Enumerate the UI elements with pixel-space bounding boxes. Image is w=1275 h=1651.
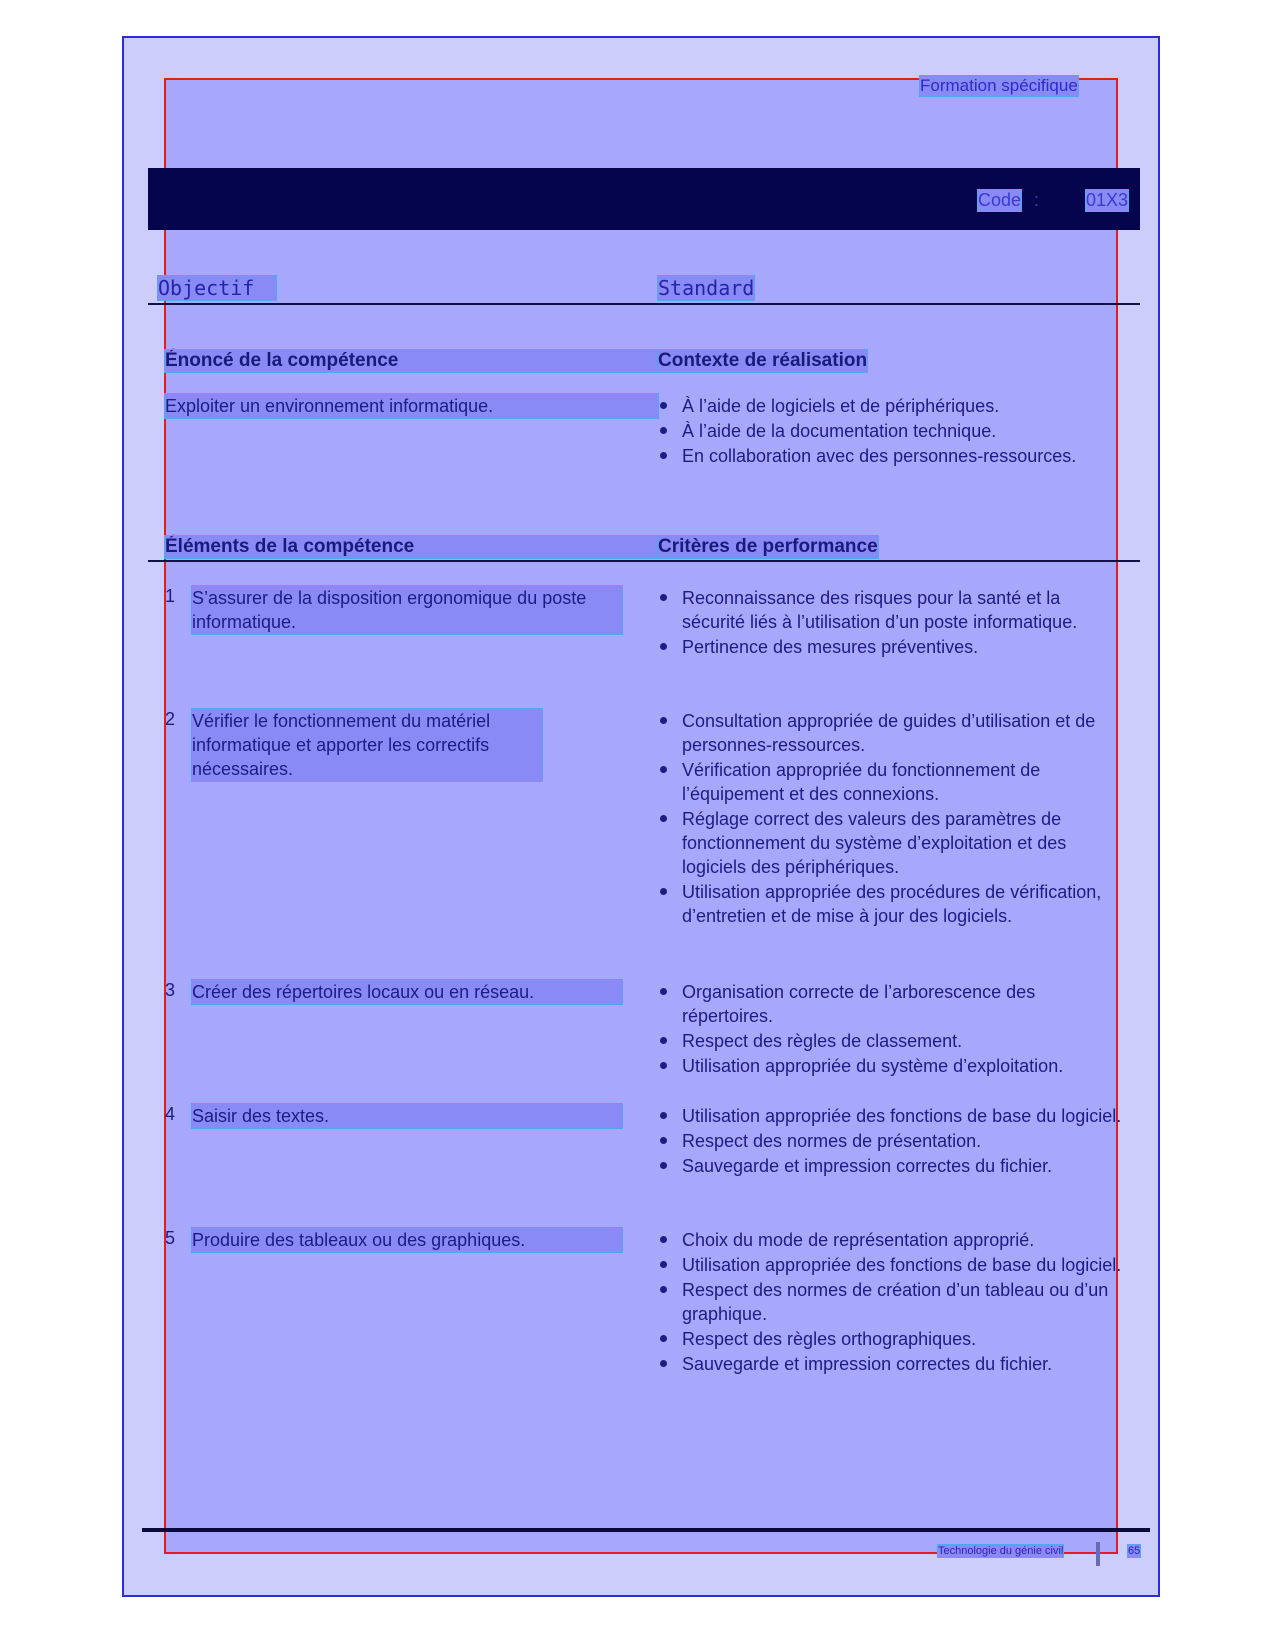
competence-statement: Exploiter un environnement informatique. — [165, 394, 658, 418]
bullet-icon — [660, 1335, 667, 1342]
criteria-item: Utilisation appropriée des fonctions de base du logiciel. — [658, 1104, 1128, 1128]
bullet-icon — [660, 717, 667, 724]
context-item: En collaboration avec des personnes-ressources. — [658, 444, 1128, 468]
criteria-list — [658, 586, 1128, 660]
element-text: Créer des répertoires locaux ou en réseau. — [192, 980, 622, 1004]
bullet-icon — [660, 1137, 667, 1144]
element-text: Produire des tableaux ou des graphiques. — [192, 1228, 622, 1252]
criteria-item: Réglage correct des valeurs des paramètres de fonctionnement du système d’exploitation et des logiciels des périphériques. — [658, 807, 1128, 879]
element-number: 4 — [165, 1104, 176, 1124]
context-title: Contexte de réalisation — [658, 350, 868, 371]
criteria-list — [658, 1228, 1128, 1377]
criteria-item: Vérification appropriée du fonctionnement de l’équipement et des connexions. — [658, 758, 1128, 806]
criteria-list — [658, 709, 1128, 929]
footer-program: Technologie du génie civil — [938, 1545, 1064, 1557]
column-heading-standard: Standard — [658, 276, 755, 300]
footer-rule — [142, 1528, 1150, 1532]
bullet-icon — [660, 815, 667, 822]
bullet-icon — [660, 1162, 667, 1169]
code-value: 01X3 — [1086, 190, 1129, 210]
context-item: À l’aide de la documentation technique. — [658, 419, 1128, 443]
statement-title: Énoncé de la compétence — [165, 350, 658, 372]
criteria-item: Consultation appropriée de guides d’utilisation et de personnes-ressources. — [658, 709, 1128, 757]
bullet-icon — [660, 888, 667, 895]
criteria-list — [658, 1104, 1128, 1179]
criteria-item: Sauvegarde et impression correctes du fichier. — [658, 1154, 1128, 1178]
footer-separator — [1096, 1542, 1100, 1566]
bullet-icon — [660, 452, 667, 459]
criteria-item: Sauvegarde et impression correctes du fichier. — [658, 1352, 1128, 1376]
bullet-icon — [660, 402, 667, 409]
element-text: Vérifier le fonctionnement du matériel informatique et apporter les correctifs nécessaires. — [192, 709, 542, 781]
elements-title: Éléments de la compétence — [165, 536, 658, 558]
heading-rule — [148, 303, 1140, 305]
criteria-item: Pertinence des mesures préventives. — [658, 635, 1128, 659]
bullet-icon — [660, 988, 667, 995]
element-text: Saisir des textes. — [192, 1104, 622, 1128]
criteria-item: Respect des normes de création d’un tableau ou d’un graphique. — [658, 1278, 1128, 1326]
criteria-item: Choix du mode de représentation approprié. — [658, 1228, 1128, 1252]
element-number: 1 — [165, 586, 176, 606]
criteria-item: Utilisation appropriée des procédures de vérification, d’entretien et de mise à jour des logiciels. — [658, 880, 1128, 928]
bullet-icon — [660, 594, 667, 601]
criteria-item: Respect des normes de présentation. — [658, 1129, 1128, 1153]
bullet-icon — [660, 1286, 667, 1293]
criteria-item: Reconnaissance des risques pour la santé et la sécurité liés à l’utilisation d’un poste informatique. — [658, 586, 1128, 634]
criteria-title: Critères de performance — [658, 536, 878, 557]
criteria-item: Respect des règles de classement. — [658, 1029, 1128, 1053]
bullet-icon — [660, 1236, 667, 1243]
page-number: 65 — [1128, 1545, 1141, 1557]
context-item: À l’aide de logiciels et de périphériques. — [658, 394, 1128, 418]
code-separator: : — [1034, 190, 1040, 210]
context-list — [658, 394, 1128, 469]
criteria-item: Utilisation appropriée du système d’exploitation. — [658, 1054, 1128, 1078]
bullet-icon — [660, 427, 667, 434]
formation-label: Formation spécifique — [920, 76, 1078, 95]
bullet-icon — [660, 766, 667, 773]
bullet-icon — [660, 1112, 667, 1119]
elements-rule — [148, 560, 1140, 562]
element-number: 5 — [165, 1228, 176, 1248]
code-label: Code — [978, 190, 1022, 210]
bullet-icon — [660, 1261, 667, 1268]
bullet-icon — [660, 1360, 667, 1367]
criteria-list — [658, 980, 1128, 1079]
element-number: 2 — [165, 709, 176, 729]
criteria-item: Organisation correcte de l’arborescence des répertoires. — [658, 980, 1128, 1028]
bullet-icon — [660, 1062, 667, 1069]
bullet-icon — [660, 643, 667, 650]
bullet-icon — [660, 1037, 667, 1044]
criteria-item: Respect des règles orthographiques. — [658, 1327, 1128, 1351]
element-text: S’assurer de la disposition ergonomique du poste informatique. — [192, 586, 622, 634]
criteria-item: Utilisation appropriée des fonctions de base du logiciel. — [658, 1253, 1128, 1277]
column-heading-objectif: Objectif — [158, 276, 276, 300]
element-number: 3 — [165, 980, 176, 1000]
